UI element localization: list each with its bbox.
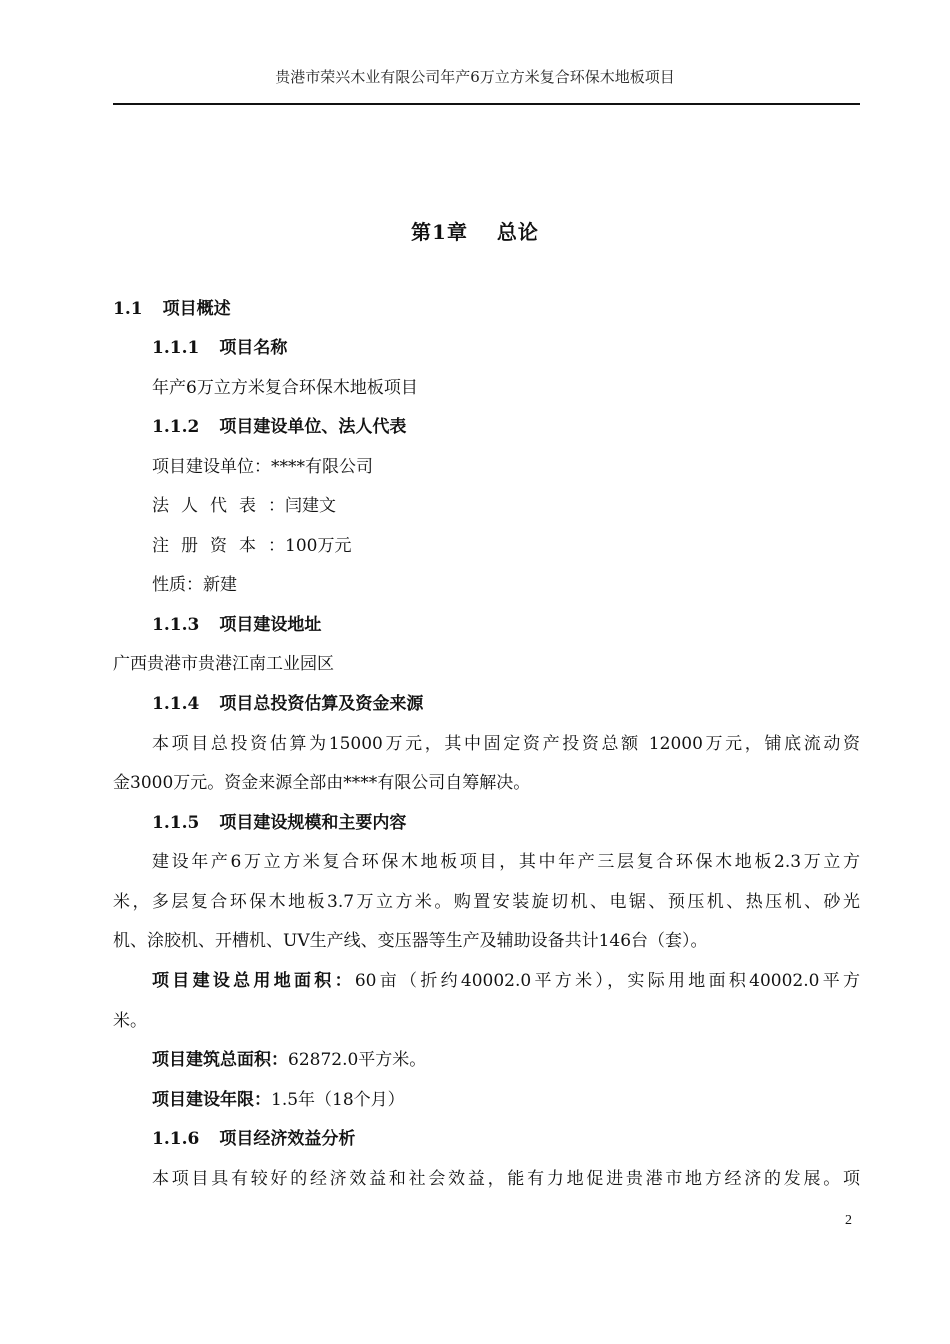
scale-paragraph-line-3: 机、涂胶机、开槽机、UV生产线、变压器等生产及辅助设备共计146台（套）。 xyxy=(113,931,708,951)
scale-paragraph-line-2: 米，多层复合环保木地板3.7万立方米。购置安装旋切机、电锯、预压机、热压机、砂光 xyxy=(113,892,860,912)
land-area-value: 60亩（折约40002.0平方米），实际用地面积40002.0平方 xyxy=(354,971,861,991)
registered-capital-label: 注册资本 xyxy=(152,536,268,556)
building-area-row xyxy=(152,1048,426,1072)
legal-representative-label: 法人代表 xyxy=(152,496,268,516)
construction-period-row xyxy=(152,1088,405,1112)
scale-paragraph-line-1: 建设年产6万立方米复合环保木地板项目，其中年产三层复合环保木地板2.3万立方 xyxy=(152,852,860,872)
land-area-label: 项目建设总用地面积： xyxy=(152,971,355,991)
construction-period-value: 1.5年（18个月） xyxy=(271,1090,405,1110)
subsection-heading-1-1-6 xyxy=(152,1127,355,1151)
subsection-title: 项目名称 xyxy=(219,338,288,358)
subsection-title: 项目建设单位、法人代表 xyxy=(219,417,407,437)
section-heading-1-1 xyxy=(113,297,231,321)
header-divider xyxy=(113,103,860,105)
subsection-title: 项目经济效益分析 xyxy=(219,1129,356,1149)
construction-unit-text: 项目建设单位：****有限公司 xyxy=(152,457,373,477)
subsection-number: 1.1.2 xyxy=(152,417,200,437)
subsection-heading-1-1-2 xyxy=(152,415,406,439)
legal-representative-row xyxy=(152,494,336,518)
subsection-number: 1.1.1 xyxy=(152,338,200,358)
subsection-heading-1-1-4 xyxy=(152,692,423,716)
subsection-number: 1.1.3 xyxy=(152,615,200,635)
land-area-value-continued: 米。 xyxy=(113,1011,147,1031)
legal-representative-value: ：闫建文 xyxy=(268,496,336,516)
header-title: 贵港市荣兴木业有限公司年产6万立方米复合环保木地板项目 xyxy=(275,68,675,86)
subsection-number: 1.1.4 xyxy=(152,694,200,714)
subsection-heading-1-1-3 xyxy=(152,613,321,637)
subsection-heading-1-1-5 xyxy=(152,811,406,835)
page-number: 2 xyxy=(845,1213,852,1228)
investment-paragraph-line-1: 本项目总投资估算为15000万元，其中固定资产投资总额 12000万元，铺底流动资 xyxy=(152,734,860,754)
project-name-text: 年产6万立方米复合环保木地板项目 xyxy=(152,378,418,398)
address-text: 广西贵港市贵港江南工业园区 xyxy=(113,654,334,674)
construction-period-label: 项目建设年限： xyxy=(152,1090,271,1110)
land-area-row xyxy=(152,969,860,993)
section-title: 项目概述 xyxy=(162,299,231,319)
subsection-heading-1-1-1 xyxy=(152,336,287,360)
subsection-title: 项目总投资估算及资金来源 xyxy=(219,694,424,714)
subsection-number: 1.1.6 xyxy=(152,1129,200,1149)
subsection-title: 项目建设规模和主要内容 xyxy=(219,813,407,833)
section-number: 1.1 xyxy=(113,299,143,319)
nature-text: 性质：新建 xyxy=(152,575,237,595)
investment-paragraph-line-2: 金3000万元。资金来源全部由****有限公司自筹解决。 xyxy=(113,773,531,793)
subsection-number: 1.1.5 xyxy=(152,813,200,833)
subsection-title: 项目建设地址 xyxy=(219,615,322,635)
economic-paragraph-line-1: 本项目具有较好的经济效益和社会效益，能有力地促进贵港市地方经济的发展。项 xyxy=(152,1169,860,1189)
building-area-value: 62872.0平方米。 xyxy=(288,1050,427,1070)
registered-capital-row xyxy=(152,534,351,558)
building-area-label: 项目建筑总面积： xyxy=(152,1050,288,1070)
registered-capital-value: ：100万元 xyxy=(268,536,352,556)
chapter-title: 第1章 总论 xyxy=(411,220,539,244)
